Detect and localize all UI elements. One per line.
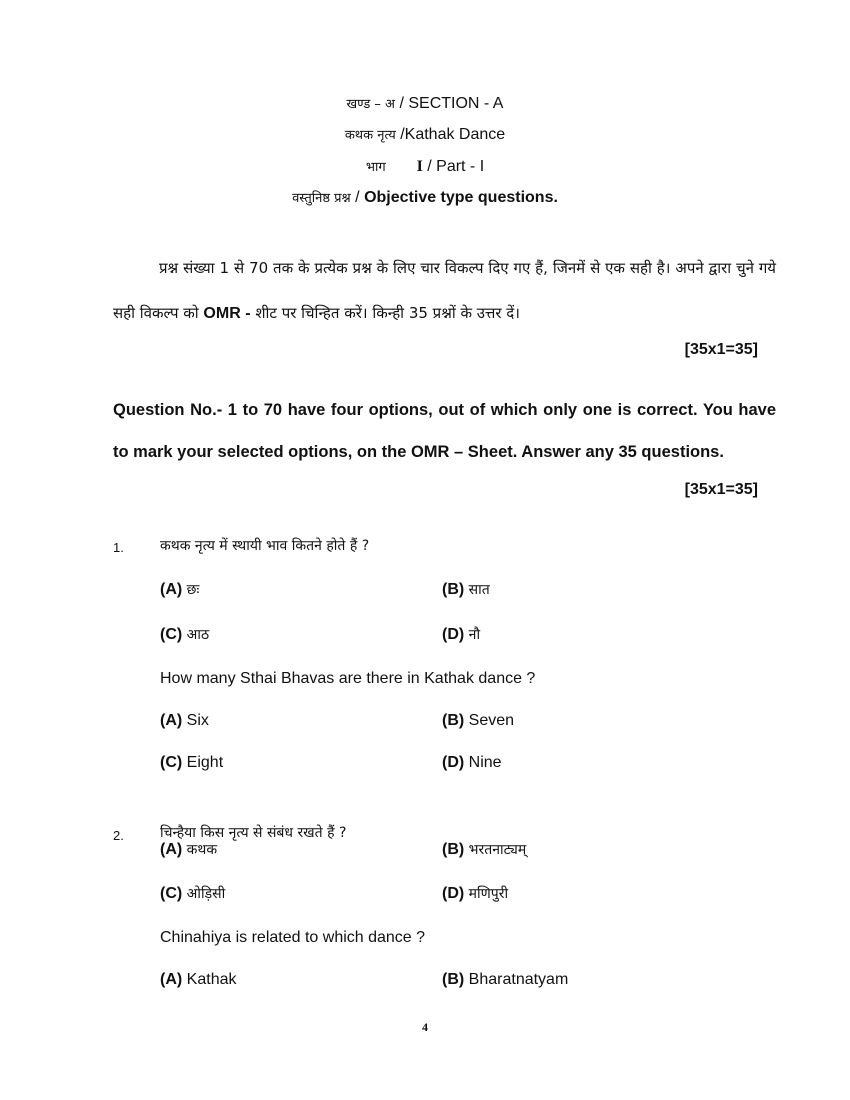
- option-c-en: [160, 754, 223, 772]
- marks-english: [35x1=35]: [684, 481, 758, 498]
- option-text: सात: [468, 582, 490, 598]
- option-d-en: [442, 754, 502, 772]
- option-text: Seven: [468, 712, 515, 729]
- question-type-heading: [0, 188, 850, 207]
- option-a-hi: [160, 840, 217, 859]
- instructions-hi-omr: OMR -: [203, 305, 251, 322]
- question-number: 1.: [113, 540, 124, 555]
- option-text: मणिपुरी: [468, 886, 509, 902]
- option-text: Nine: [468, 754, 502, 771]
- option-text: Six: [186, 712, 209, 729]
- subject-heading: [0, 125, 850, 144]
- subject-heading-hi: कथक नृत्य: [344, 128, 396, 143]
- part-heading-roman: I: [416, 158, 423, 175]
- option-label: (A): [160, 971, 183, 988]
- option-label: (C): [160, 885, 183, 902]
- option-text: Kathak: [186, 971, 237, 988]
- question-number: 2.: [113, 828, 124, 843]
- option-a-hi: [160, 580, 199, 599]
- instructions-hi-part1: प्रश्न संख्या 1 से 70 तक के प्रत्येक प्रश्न के लिए चार विकल्प दिए गए हैं, जिनमें से एक सही है। अपने द्वारा चुने गये सही विकल्प को: [113, 259, 776, 322]
- question-type-sep: /: [350, 189, 365, 206]
- part-heading: [0, 157, 850, 176]
- option-text: Eight: [186, 754, 224, 771]
- instructions-hindi: [113, 246, 776, 336]
- part-heading-sep: /: [422, 158, 437, 175]
- option-label: (D): [442, 626, 465, 643]
- option-label: (B): [442, 971, 465, 988]
- option-label: (D): [442, 754, 465, 771]
- question-text-en: How many Sthai Bhavas are there in Kathak dance ?: [160, 670, 536, 687]
- option-b-en: [442, 712, 514, 730]
- option-label: (B): [442, 841, 465, 858]
- question-text-en: Chinahiya is related to which dance ?: [160, 929, 426, 946]
- option-label: (C): [160, 626, 183, 643]
- question-type-en: Objective type questions.: [364, 189, 558, 206]
- question-type-hi: वस्तुनिष्ठ प्रश्न: [292, 191, 351, 206]
- instructions-hi-part2: शीट पर चिन्हित करें। किन्ही 35 प्रश्नों के उत्तर दें।: [255, 304, 520, 322]
- option-a-en: [160, 712, 209, 730]
- option-d-hi: [442, 625, 480, 644]
- option-label: (B): [442, 712, 465, 729]
- option-text: ओड़िसी: [186, 886, 226, 902]
- section-heading-sep: /: [395, 95, 409, 112]
- option-label: (B): [442, 581, 465, 598]
- part-heading-hi: भाग: [365, 160, 386, 175]
- section-heading-hi: खण्ड – अ: [346, 97, 395, 112]
- instructions-english: Question No.- 1 to 70 have four options, out of which only one is correct. You have to mark your selected options, on the OMR – Sheet. Answer any 35 questions.: [113, 401, 776, 461]
- option-text: भरतनाट्यम्: [468, 842, 527, 858]
- option-label: (C): [160, 754, 183, 771]
- option-label: (A): [160, 712, 183, 729]
- subject-heading-sep: /: [395, 126, 405, 143]
- option-b-hi: [442, 840, 526, 859]
- question-text-hi: चिन्हैया किस नृत्य से संबंध रखते हैं ?: [160, 825, 347, 841]
- subject-heading-en: Kathak Dance: [404, 126, 506, 143]
- option-b-hi: [442, 580, 490, 599]
- question-text-hi: कथक नृत्य में स्थायी भाव कितने होते हैं ?: [160, 538, 370, 554]
- option-b-en: [442, 971, 568, 989]
- option-text: Bharatnatyam: [468, 971, 569, 988]
- option-c-hi: [160, 625, 209, 644]
- option-label: (A): [160, 841, 183, 858]
- option-label: (A): [160, 581, 183, 598]
- marks-hindi: [35x1=35]: [684, 341, 758, 358]
- section-heading-en: SECTION - A: [408, 95, 504, 112]
- option-text: कथक: [186, 842, 218, 858]
- option-a-en: [160, 971, 236, 989]
- option-label: (D): [442, 885, 465, 902]
- option-text: नौ: [468, 627, 481, 643]
- option-d-hi: [442, 884, 508, 903]
- option-c-hi: [160, 884, 225, 903]
- option-text: आठ: [186, 627, 210, 643]
- option-text: छः: [186, 582, 200, 598]
- section-heading: [0, 94, 850, 113]
- page-number: 4: [422, 1020, 428, 1034]
- part-heading-en: Part - I: [436, 158, 485, 175]
